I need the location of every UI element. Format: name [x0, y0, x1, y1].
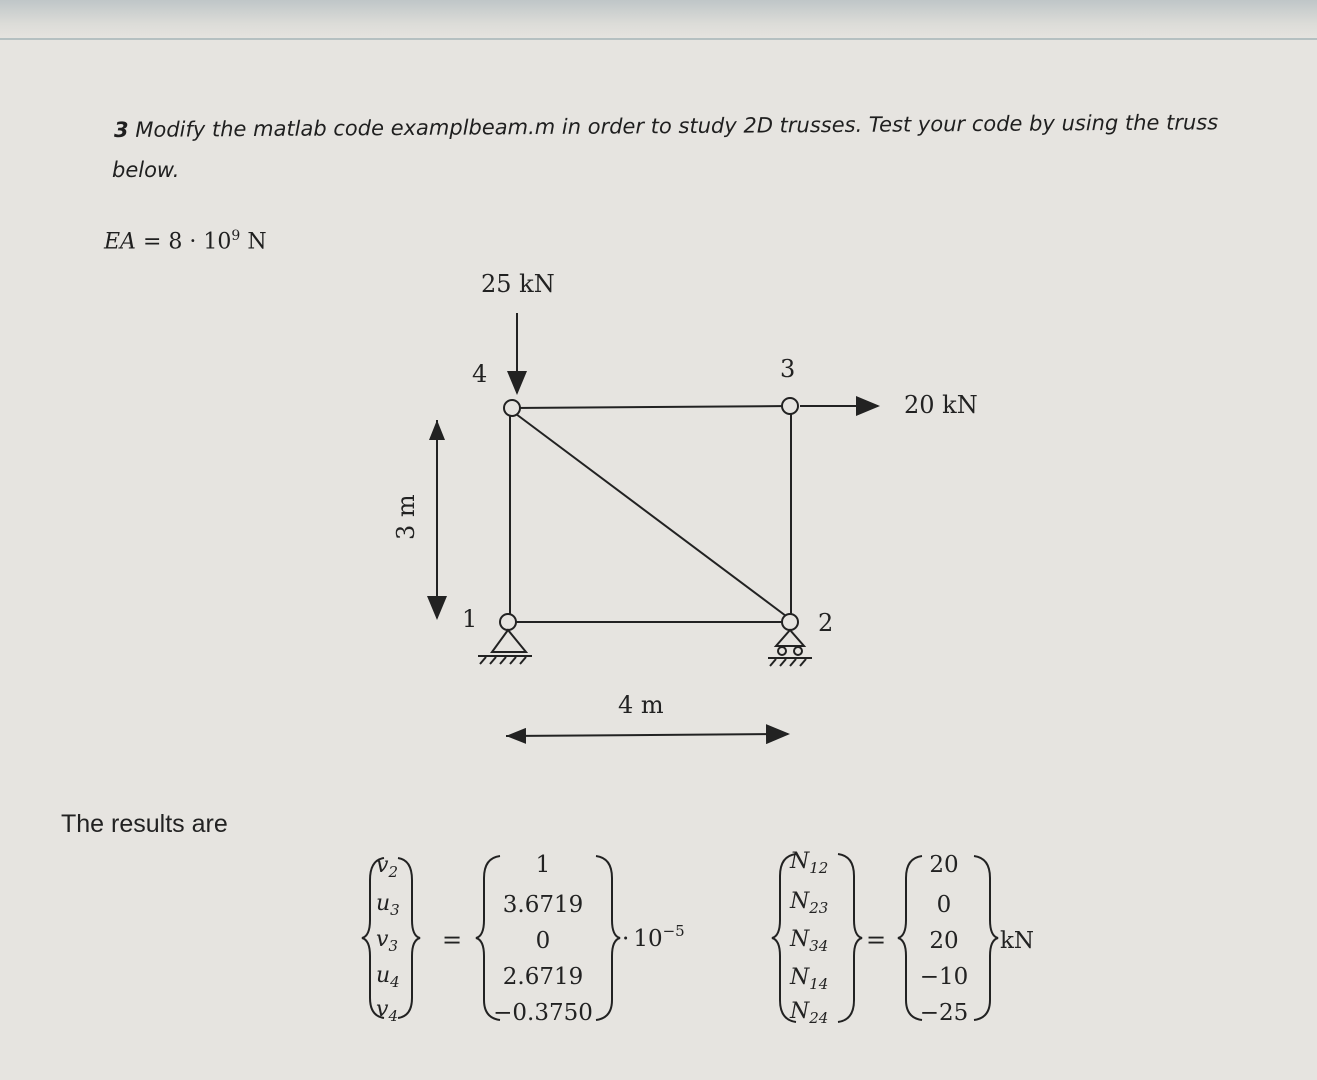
member-4-3: [513, 406, 790, 408]
values-left-brace: [476, 856, 500, 1020]
roller-support-node-2: [768, 630, 812, 666]
force-var-4: $N_{24}$: [790, 999, 829, 1027]
results-label: The results are: [61, 810, 228, 838]
stiffness-coef: 8: [168, 229, 183, 255]
pin-support-node-1: [478, 630, 532, 664]
force-var-0: $N_{12}$: [790, 849, 829, 877]
height-dimension-label: 3 m: [392, 494, 420, 540]
joint-3: [782, 398, 798, 414]
force-unit: kN: [1000, 928, 1035, 954]
force-var-2: $N_{34}$: [790, 927, 829, 955]
stiffness-lhs: EA: [104, 229, 136, 255]
node-label-2: 2: [818, 609, 834, 637]
member-2-4: [516, 414, 786, 616]
disp-value-2: 0: [535, 928, 551, 954]
displacement-right-brace: [398, 858, 420, 1018]
joint-4: [504, 400, 520, 416]
disp-value-0: 1: [535, 852, 551, 878]
disp-value-1: 3.6719: [502, 892, 584, 918]
load-horizontal-label: 20 kN: [904, 391, 978, 419]
force-value-2: 20: [929, 928, 959, 954]
disp-var-2: $v_3$: [376, 927, 398, 955]
forces-right-brace: [838, 854, 862, 1022]
disp-var-0: $v_2$: [376, 853, 398, 881]
values-right-brace: [596, 856, 620, 1020]
force-values-left-brace: [898, 856, 922, 1020]
stiffness-exponent: 9: [231, 228, 241, 244]
force-var-3: $N_{14}$: [790, 965, 829, 993]
equals-2: =: [866, 926, 887, 954]
stiffness-base: 10: [203, 229, 232, 255]
problem-text-line2: below.: [112, 158, 180, 182]
force-var-1: $N_{23}$: [790, 889, 829, 917]
force-value-0: 20: [929, 852, 959, 878]
width-dimension-label: 4 m: [618, 691, 664, 719]
results-equations: [0, 830, 1317, 1040]
disp-value-4: −0.3750: [493, 1000, 593, 1026]
disp-var-3: $u_4$: [376, 963, 400, 991]
joint-1: [500, 614, 516, 630]
stiffness-unit: N: [247, 229, 267, 255]
stiffness-equals: =: [142, 229, 162, 255]
problem-number: 3: [113, 117, 129, 142]
node-label-3: 3: [780, 355, 796, 383]
force-value-1: 0: [936, 892, 952, 918]
node-label-4: 4: [472, 360, 488, 388]
joint-2: [782, 614, 798, 630]
width-dimension-arrow: [506, 734, 788, 736]
disp-value-3: 2.6719: [502, 964, 584, 990]
equals-1: =: [442, 926, 463, 954]
stiffness-dot: ·: [189, 229, 197, 255]
force-values-right-brace: [974, 856, 998, 1020]
problem-text-line1: Modify the matlab code examplbeam.m in order to study 2D trusses. Test your code by using the truss: [135, 110, 1219, 142]
node-label-1: 1: [462, 605, 478, 633]
force-value-3: −10: [919, 964, 969, 990]
disp-var-1: $u_3$: [376, 891, 400, 919]
load-vertical-label: 25 kN: [481, 270, 555, 298]
force-value-4: −25: [919, 1000, 969, 1026]
scale-factor: · $10^{-5}$: [622, 922, 685, 952]
disp-var-4: $v_4$: [376, 997, 398, 1025]
